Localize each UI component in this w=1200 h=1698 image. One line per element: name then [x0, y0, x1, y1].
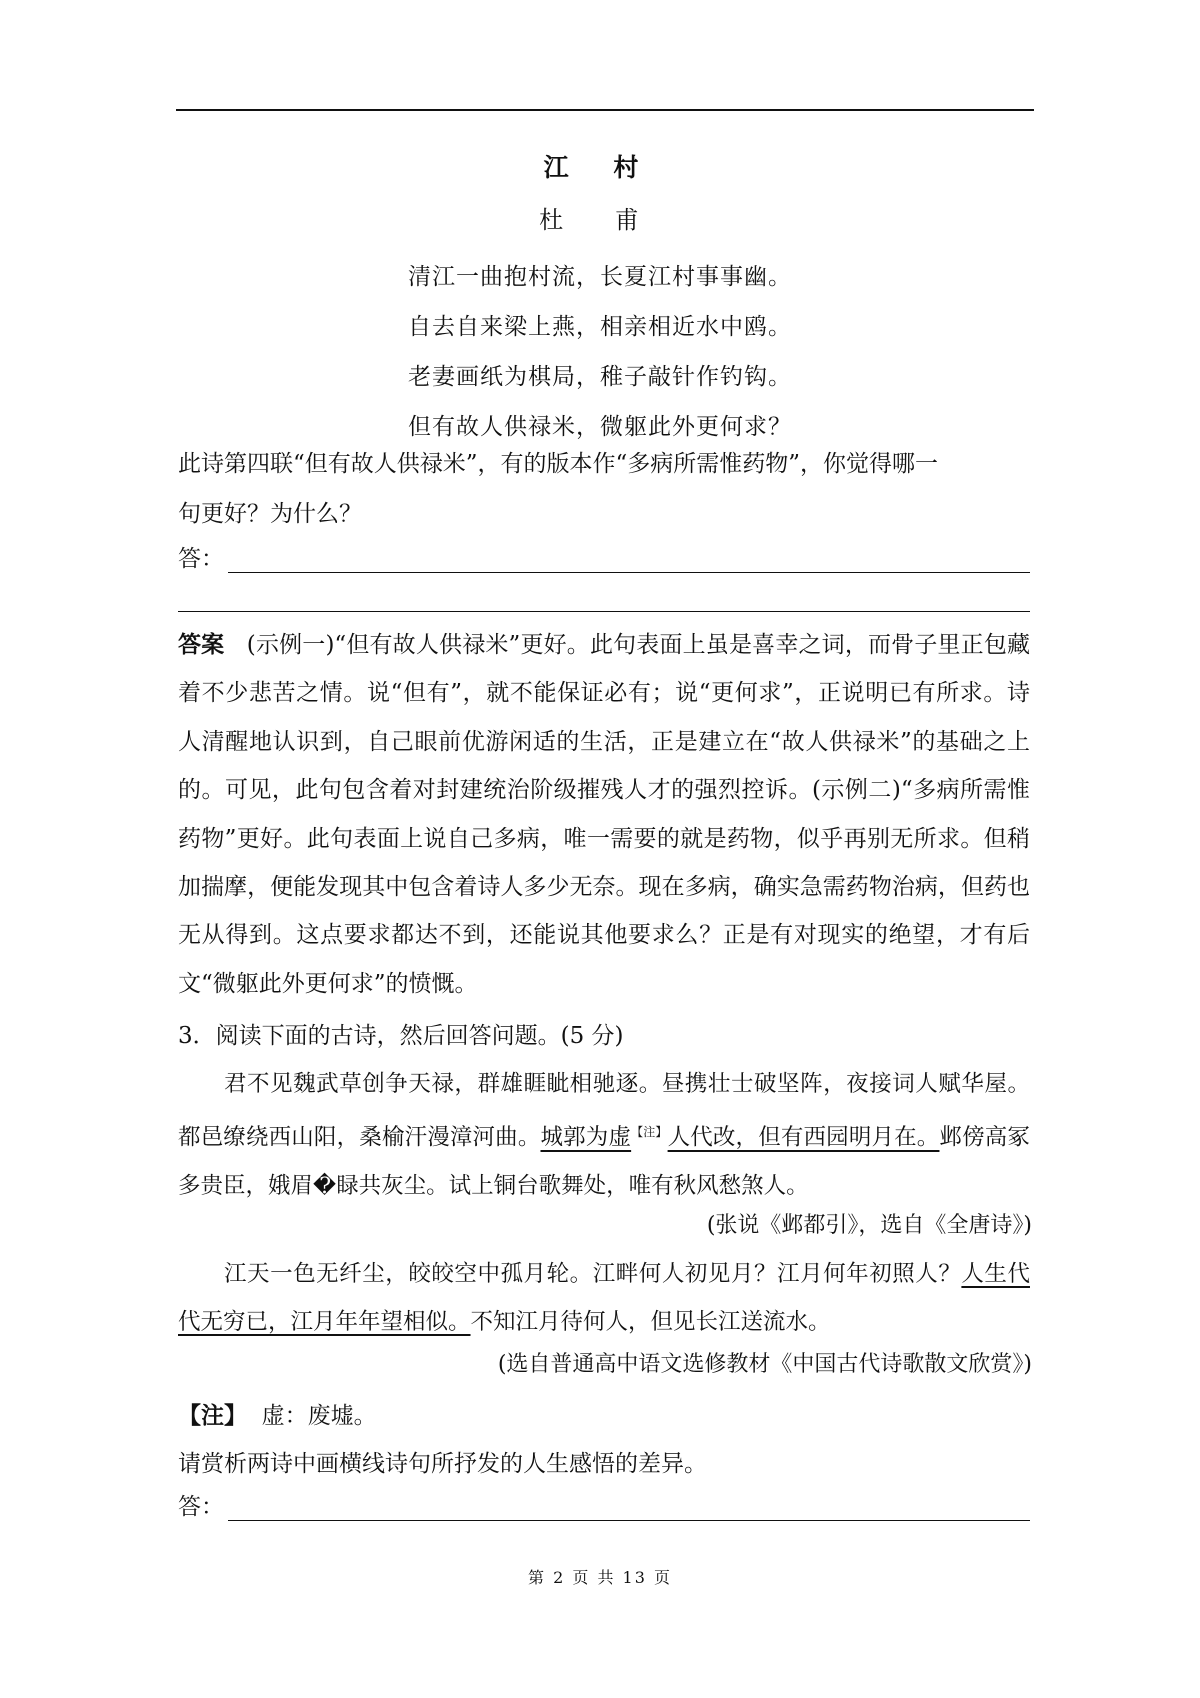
answer-field-q3[interactable]: [178, 1488, 1030, 1521]
answer-label-q3: 答：: [178, 1494, 224, 1520]
poem-line: 老妻画纸为棋局，稚子敲针作钓钩。: [408, 364, 792, 390]
question3-heading: 3．阅读下面的古诗，然后回答问题。(5 分): [178, 1023, 624, 1049]
answer-text: (示例一)“但有故人供禄米”更好。此句表面上虽是喜幸之词，而骨子里正包藏着不少悲苦之情。说“但有”，就不能保证必有；说“更何求”，正说明已有所求。诗人清醒地认识到，自己眼前优游闲适的生活，正是建立在“故人供禄米”的基础之上的。可见，此句包含着对封建统治阶级摧残人才的强烈控诉。(示例二)“多病所需惟药物”更好。此句表面上说自己多病，唯一需要的就是药物，似乎再别无所求。但稍加揣摩，便能发现其中包含着诗人多少无奈。现在多病，确实急需药物治病，但药也无从得到。这点要求都达不到，还能说其他要求么？正是有对现实的绝望，才有后文“微躯此外更何求”的愤慨。: [178, 632, 1031, 997]
poem1-note-mark: 【注】: [631, 1125, 668, 1139]
question-text: 句更好？为什么？: [178, 501, 362, 527]
poem1-source: (张说《邺都引》，选自《全唐诗》): [706, 1213, 1032, 1238]
note-text: 虚：废墟。: [261, 1403, 377, 1429]
poem-line: 清江一曲抱村流，长夏江村事事幽。: [408, 264, 792, 290]
poem1-underline-b: 人代改，但有西园明月在。: [667, 1124, 940, 1151]
poem-author: 杜 甫: [539, 206, 661, 234]
poem-title: 江 村: [543, 153, 657, 182]
poem2-source: (选自普通高中语文选修教材《中国古代诗歌散文欣赏》): [497, 1352, 1032, 1377]
page-footer: 第 2 页 共 13 页: [528, 1568, 672, 1587]
question3-prompt: 请赏析两诗中画横线诗句所抒发的人生感悟的差异。: [178, 1451, 707, 1477]
poem2-text: [178, 1250, 1030, 1346]
answer-label: 答：: [178, 546, 224, 572]
poem2-underline: 人生代代无穷已，江月年年望相似。: [178, 1261, 1030, 1335]
answer-rule-extra: [178, 611, 1030, 612]
poem-line: 自去自来梁上燕，相亲相近水中鸥。: [408, 314, 792, 340]
note-line: [178, 1397, 1030, 1430]
answer-rule-q3: [228, 1498, 1030, 1521]
poem1-part-b: 邺傍高冢多贵臣，娥眉�睩共灰尘。试上铜台歌舞处，唯有秋风愁煞人。: [178, 1124, 1030, 1199]
answer-block: [178, 621, 1030, 1008]
poem2-part-a: 江天一色无纤尘，皎皎空中孤月轮。江畔何人初见月？江月何年初照人？: [224, 1261, 962, 1287]
answer-rule: [228, 550, 1030, 573]
poem1-text: [178, 1060, 1030, 1210]
question-text: 此诗第四联“但有故人供禄米”，有的版本作“多病所需惟药物”，你觉得哪一: [178, 451, 939, 477]
poem1-part-a: 君不见魏武草创争天禄，群雄睚眦相驰逐。昼携壮士破坚阵，夜接词人赋华屋。都邑缭绕西山阳，桑榆汗漫漳河曲。: [178, 1071, 1030, 1151]
note-label: 【注】: [178, 1402, 247, 1429]
poem2-part-b: 不知江月待何人，但见长江送流水。: [470, 1309, 831, 1335]
header-rule: [176, 109, 1034, 111]
answer-field[interactable]: [178, 540, 1030, 573]
poem1-underline-a: 城郭为虚: [540, 1124, 632, 1151]
poem-line: 但有故人供禄米，微躯此外更何求？: [408, 414, 792, 440]
answer-label-bold: 答案: [178, 631, 225, 658]
